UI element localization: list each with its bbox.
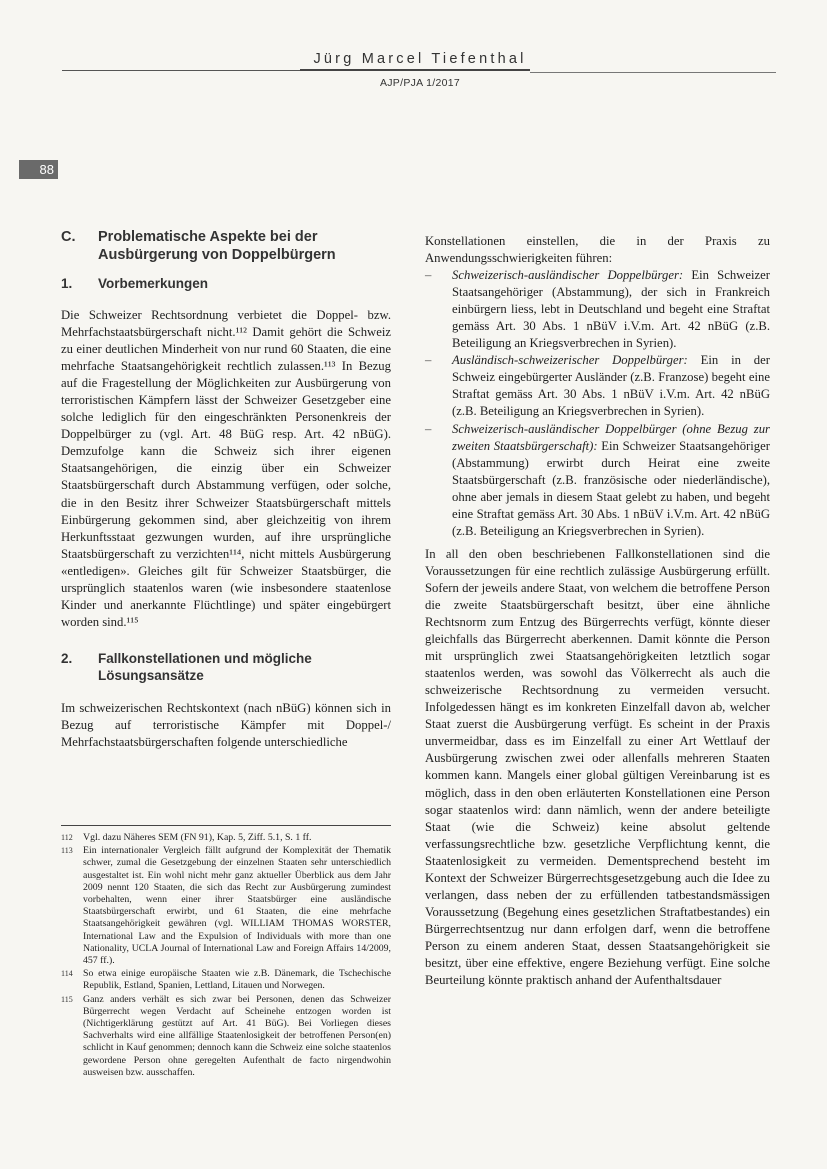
footnote [61,845,391,967]
body-paragraph: In all den oben beschriebenen Fallkonstellationen sind die Voraussetzungen für eine rechtlich zulässige Ausbürgerung erfüllt. Sofern der jeweils andere Staat, von welchem die betroffene Person die zweite Staatsbürgerschaft besitzt, über eine ähnliche Rechtsnorm zum Entzug des Bürgerrechts verfügt, könnte dieser gleichfalls das Bürgerrecht aberkennen. Damit könnte die Person mit ursprünglich zwei Staatsangehörigkeiten letztlich sogar staatenlos werden, was sowohl das Völkerrecht als auch die schweizerische Rechtsordnung zu vermeiden versucht. Infolgedessen hängt es im konkreten Einzelfall davon ab, welcher Staat zuerst die Ausbürgerung verfügt. Es scheint in der Praxis unvermeidbar, dass es im Einzelfall zu einer Art Wettlauf der Ausbürgerung zwischen zwei oder allenfalls mehreren Staaten kommen kann. Mangels einer global gültigen Vereinbarung ist es möglich, dass in den oben erläuterten Konstellationen eine Person sogar staatenlos wird: dann nämlich, wenn der andere beteiligte Staat (wie die Schweiz) keine absolut geltende verfassungsrechtliche bzw. gesetzliche Verpflichtung kennt, die Staatenlosigkeit zu vermeiden. Dementsprechend besteht im Kontext der Schweizer Bürgerrechtsgesetzgebung auch die Idee zu verlangen, dass neben der zu erfüllenden tatbestandsmässigen Voraussetzung (Begehung eines gesetzlichen Straftatbestandes) ein Bürgerrechtsentzug nur dann erfolgen darf, wenn die betroffene Person zu einem anderen Staat, dessen Staatsangehörigkeit sie besitzt, über eine effektive, engere Beziehung verfügt. Eine solche Beurteilung könnte praktisch anhand der Aufenthaltsdauer [425,546,770,988]
list-item [425,352,770,420]
subsection-title: Vorbemerkungen [98,276,209,291]
body-paragraph: Die Schweizer Rechtsordnung verbietet die Doppel- bzw. Mehrfachstaatsbürgerschaft nicht.¹¹² Damit gehört die Schweiz zu einer deutlichen Minderheit von nur rund 60 Staaten, die eine mehrfache Staatsangehörigkeit rechtlich zulassen.¹¹³ In Bezug auf die Fragestellung der Möglichkeiten zur Ausbürgerung von terroristischen Kämpfern lässt der Schweizer Gesetzgeber eine solche lediglich für den eingeschränkten Personenkreis der Doppelbürger zu (vgl. Art. 48 BüG resp. Art. 42 nBüG). Demzufolge kann die Schweiz sich ihrer eigenen Staatsangehörigen, die einzig über ein Schweizer Staatsbürgerschaft durch Abstammung verfügen, oder solche, die in den Besitz ihrer Schweizer Staatsbürgerschaft mittels Einbürgerung gekommen sind, aber gleichzeitig von ihrem Herkunftsstaat gezwungen wurden, auf ihre ursprüngliche Staatsbürgerschaft zu verzichten¹¹⁴, nicht mittels Ausbürgerung «entledigen». Gleiches gilt für Schweizer Staatsbürger, die ursprünglich staatenlos waren (wie insbesondere staatenlose Kinder und anerkannte Flüchtlinge) und später eingebürgert worden sind.¹¹⁵ [61,308,391,629]
case-description: Ein Schweizer Staatsangehöriger (Abstammung) erwirbt durch Heirat eine zweite Staatsbürgerschaft (z.B. französische oder niederländische), ohne aber jemals in diesem Staat gelebt zu haben, und begeht eine Straftat gemäss Art. 30 Abs. 1 nBüV i.V.m. Art. 42 nBüG (z.B. Beteiligung an Kriegsverbrechen in Syrien). [452,438,770,538]
subsection-number: 2. [61,650,73,666]
dash-bullet: – [425,421,432,436]
case-term: Schweizerisch-ausländischer Doppelbürger: [452,268,684,283]
right-column [425,233,770,989]
footnote [61,832,391,844]
header-rule-right [530,72,776,73]
body-paragraph: Konstellationen einstellen, die in der Praxis zu Anwendungsschwierigkeiten führen: [425,234,770,266]
section-heading [61,228,391,264]
subsection-heading-2 [61,650,391,684]
case-term: Ausländisch-schweizerischer Doppelbürger: [452,353,688,368]
page-number-badge: 88 [19,160,58,179]
subsection-heading-1 [61,275,391,292]
dash-bullet: – [425,353,432,368]
footnote-text: So etwa einige europäische Staaten wie z.B. Dänemark, die Tschechische Republik, Estland, Spanien, Lettland, Litauen und Norwegen. [83,968,391,992]
subsection-number: 1. [61,276,73,291]
journal-issue: AJP/PJA 1/2017 [379,77,461,89]
footnote [61,994,391,1079]
footnotes [61,825,391,1080]
case-list [425,267,770,540]
section-number: C. [61,229,76,245]
left-column [61,228,391,751]
case-term: Schweizerisch-ausländischer Doppelbürger (ohne Bezug zur zweiten Staatsbürgerschaft): [452,421,770,453]
header-rule-left [62,70,320,71]
footnote-text: Ganz anders verhält es sich zwar bei Personen, denen das Schweizer Bürgerrecht wegen Verdacht auf Scheinehe entzogen worden ist (Nichtigerklärung gestützt auf Art. 41 BüG). Bei Vorliegen dieses Sachverhalts wird eine allfällige Staatenlosigkeit der betroffenen Person(en) schlicht in Kauf genommen; dennoch kann die Schweiz eine solche staatenlos gewordene Person ohne geregelten Aufenthalt de facto nirgendwohin ausweisen bzw. ausschaffen. [83,993,391,1078]
body-paragraph: Im schweizerischen Rechtskontext (nach nBüG) können sich in Bezug auf terroristische Kämpfer mit Doppel-/ Mehrfachstaatsbürgerschaften folgende unterschiedliche [61,700,391,749]
running-head [0,0,827,100]
footnote-text: Vgl. dazu Näheres SEM (FN 91), Kap. 5, Ziff. 5.1, S. 1 ff. [83,832,312,843]
author-name: Jürg Marcel Tiefenthal [313,51,527,67]
footnote-text: Ein internationaler Vergleich fällt aufgrund der Komplexität der Thematik schwer, zumal die Gesetzgebung der einzelnen Staaten sehr unterschiedlich ausgestaltet ist. Ein wohl nicht mehr ganz aktueller Überblick aus dem Jahr 2009 nennt 120 Staaten, die sich das Recht zur Ausbürgerung zumindest vorbehalten, wenn einer ihrer Staatsbürger eine ausländische Staatsbürgerschaft erwirbt, und 61 Staaten, die eine mehrfache Staatsangehörigkeit gewähren (vgl. WILLIAM THOMAS WORSTER, International Law and the Expulsion of Individuals with more than one Nationality, UCLA Journal of International Law and Foreign Affairs 14/2009, 457 ff.). [83,845,391,967]
case-description: Ein Schweizer Staatsangehöriger (Abstammung), der sich in Frankreich einbürgern liess, lebt in Deutschland und begeht eine Straftat gemäss Art. 30 Abs. 1 nBüV i.V.m. Art. 42 nBüG (z.B. Beteiligung an Kriegsverbrechen in Syrien). [452,268,770,351]
list-item [425,267,770,352]
footnote-number: 112 [61,833,73,842]
footnote [61,968,391,992]
footnote-number: 113 [61,846,73,856]
footnote-number: 115 [61,994,73,1004]
case-description: Ein in der Schweiz eingebürgerter Ausländer (z.B. Franzose) begeht eine Straftat gemäss Art. 30 Abs. 1 nBüV i.V.m. Art. 42 nBüG (z.B. Beteiligung an Kriegsverbrechen in Syrien). [452,353,770,419]
list-item [425,421,770,540]
subsection-title: Fallkonstellationen und mögliche Lösungsansätze [98,650,312,683]
header-rule-center [300,69,530,71]
footnote-number: 114 [61,969,73,979]
section-title: Problematische Aspekte bei der Ausbürgerung von Doppelbürgern [98,229,336,263]
dash-bullet: – [425,268,432,283]
